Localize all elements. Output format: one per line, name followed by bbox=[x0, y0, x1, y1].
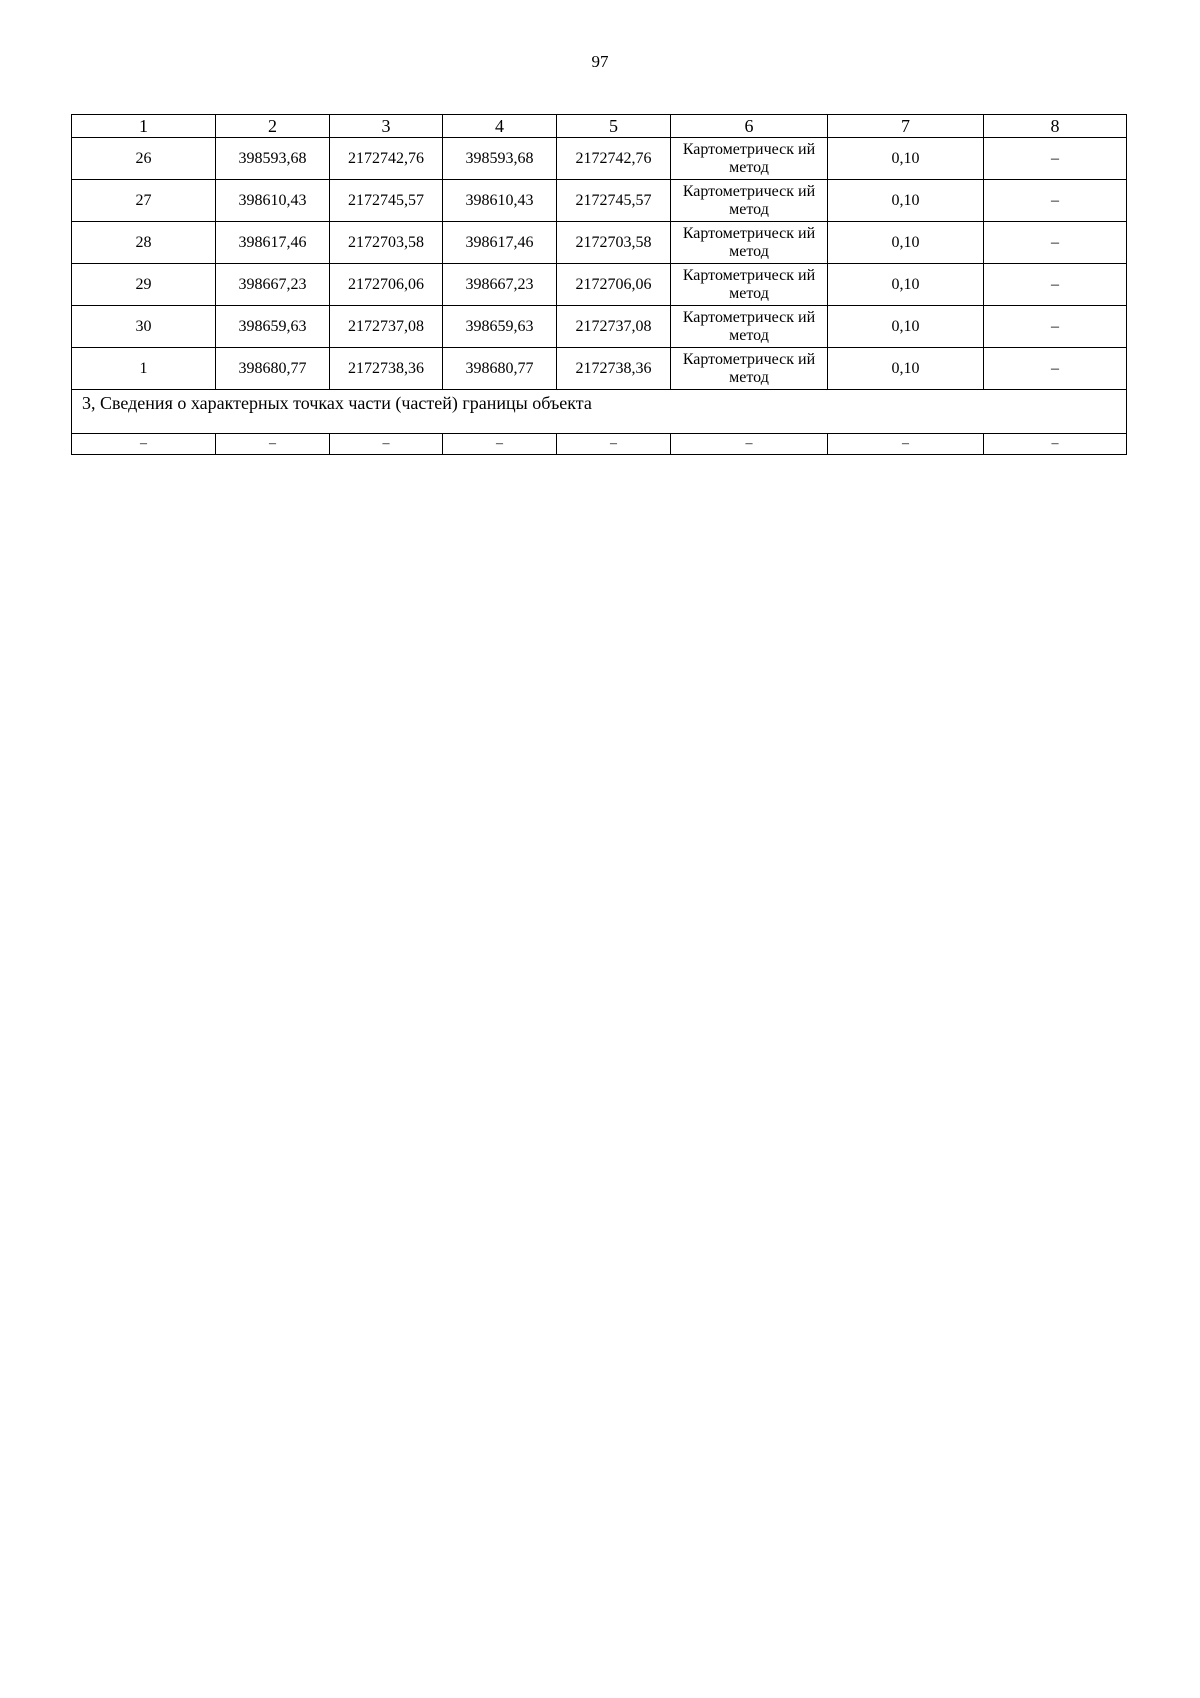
accuracy-cell: 0,10 bbox=[828, 180, 984, 222]
method-cell: Картометрическ ий метод bbox=[671, 180, 828, 222]
empty-cell: – bbox=[984, 434, 1127, 455]
empty-cell: – bbox=[443, 434, 557, 455]
empty-cell: – bbox=[557, 434, 671, 455]
header-cell: 2 bbox=[216, 115, 330, 138]
x-coordinate-cell: 398659,63 bbox=[216, 306, 330, 348]
description-cell: – bbox=[984, 306, 1127, 348]
accuracy-cell: 0,10 bbox=[828, 264, 984, 306]
y-coordinate-cell: 2172745,57 bbox=[557, 180, 671, 222]
method-cell: Картометрическ ий метод bbox=[671, 264, 828, 306]
header-cell: 7 bbox=[828, 115, 984, 138]
method-cell: Картометрическ ий метод bbox=[671, 306, 828, 348]
point-number-cell: 27 bbox=[72, 180, 216, 222]
accuracy-cell: 0,10 bbox=[828, 348, 984, 390]
x-coordinate-cell: 398610,43 bbox=[216, 180, 330, 222]
y-coordinate-cell: 2172703,58 bbox=[330, 222, 443, 264]
y-coordinate-cell: 2172742,76 bbox=[557, 138, 671, 180]
point-number-cell: 26 bbox=[72, 138, 216, 180]
method-cell: Картометрическ ий метод bbox=[671, 222, 828, 264]
point-number-cell: 29 bbox=[72, 264, 216, 306]
description-cell: – bbox=[984, 138, 1127, 180]
y-coordinate-cell: 2172706,06 bbox=[557, 264, 671, 306]
y-coordinate-cell: 2172738,36 bbox=[557, 348, 671, 390]
x-coordinate-cell: 398617,46 bbox=[443, 222, 557, 264]
page-number: 97 bbox=[591, 52, 609, 71]
point-number-cell: 28 bbox=[72, 222, 216, 264]
header-cell: 5 bbox=[557, 115, 671, 138]
point-number-cell: 1 bbox=[72, 348, 216, 390]
header-cell: 1 bbox=[72, 115, 216, 138]
y-coordinate-cell: 2172703,58 bbox=[557, 222, 671, 264]
x-coordinate-cell: 398593,68 bbox=[216, 138, 330, 180]
y-coordinate-cell: 2172742,76 bbox=[330, 138, 443, 180]
x-coordinate-cell: 398593,68 bbox=[443, 138, 557, 180]
empty-cell: – bbox=[72, 434, 216, 455]
empty-cell: – bbox=[330, 434, 443, 455]
empty-cell: – bbox=[828, 434, 984, 455]
accuracy-cell: 0,10 bbox=[828, 306, 984, 348]
description-cell: – bbox=[984, 222, 1127, 264]
empty-row bbox=[72, 434, 1127, 455]
method-cell: Картометрическ ий метод bbox=[671, 138, 828, 180]
table-row bbox=[72, 222, 1127, 264]
header-cell: 3 bbox=[330, 115, 443, 138]
table-row bbox=[72, 306, 1127, 348]
x-coordinate-cell: 398667,23 bbox=[443, 264, 557, 306]
table-row bbox=[72, 348, 1127, 390]
x-coordinate-cell: 398659,63 bbox=[443, 306, 557, 348]
method-cell: Картометрическ ий метод bbox=[671, 348, 828, 390]
coordinates-table bbox=[71, 114, 1127, 455]
table-row bbox=[72, 180, 1127, 222]
section-title: 3, Сведения о характерных точках части (частей) границы объекта bbox=[72, 390, 1127, 434]
y-coordinate-cell: 2172737,08 bbox=[557, 306, 671, 348]
y-coordinate-cell: 2172738,36 bbox=[330, 348, 443, 390]
description-cell: – bbox=[984, 348, 1127, 390]
empty-cell: – bbox=[671, 434, 828, 455]
header-cell: 6 bbox=[671, 115, 828, 138]
table-row bbox=[72, 264, 1127, 306]
accuracy-cell: 0,10 bbox=[828, 138, 984, 180]
header-cell: 4 bbox=[443, 115, 557, 138]
y-coordinate-cell: 2172745,57 bbox=[330, 180, 443, 222]
section-row bbox=[72, 390, 1127, 434]
empty-cell: – bbox=[216, 434, 330, 455]
description-cell: – bbox=[984, 180, 1127, 222]
x-coordinate-cell: 398617,46 bbox=[216, 222, 330, 264]
table-row bbox=[72, 138, 1127, 180]
x-coordinate-cell: 398667,23 bbox=[216, 264, 330, 306]
x-coordinate-cell: 398680,77 bbox=[216, 348, 330, 390]
header-cell: 8 bbox=[984, 115, 1127, 138]
point-number-cell: 30 bbox=[72, 306, 216, 348]
header-row bbox=[72, 115, 1127, 138]
accuracy-cell: 0,10 bbox=[828, 222, 984, 264]
y-coordinate-cell: 2172737,08 bbox=[330, 306, 443, 348]
x-coordinate-cell: 398680,77 bbox=[443, 348, 557, 390]
description-cell: – bbox=[984, 264, 1127, 306]
x-coordinate-cell: 398610,43 bbox=[443, 180, 557, 222]
y-coordinate-cell: 2172706,06 bbox=[330, 264, 443, 306]
